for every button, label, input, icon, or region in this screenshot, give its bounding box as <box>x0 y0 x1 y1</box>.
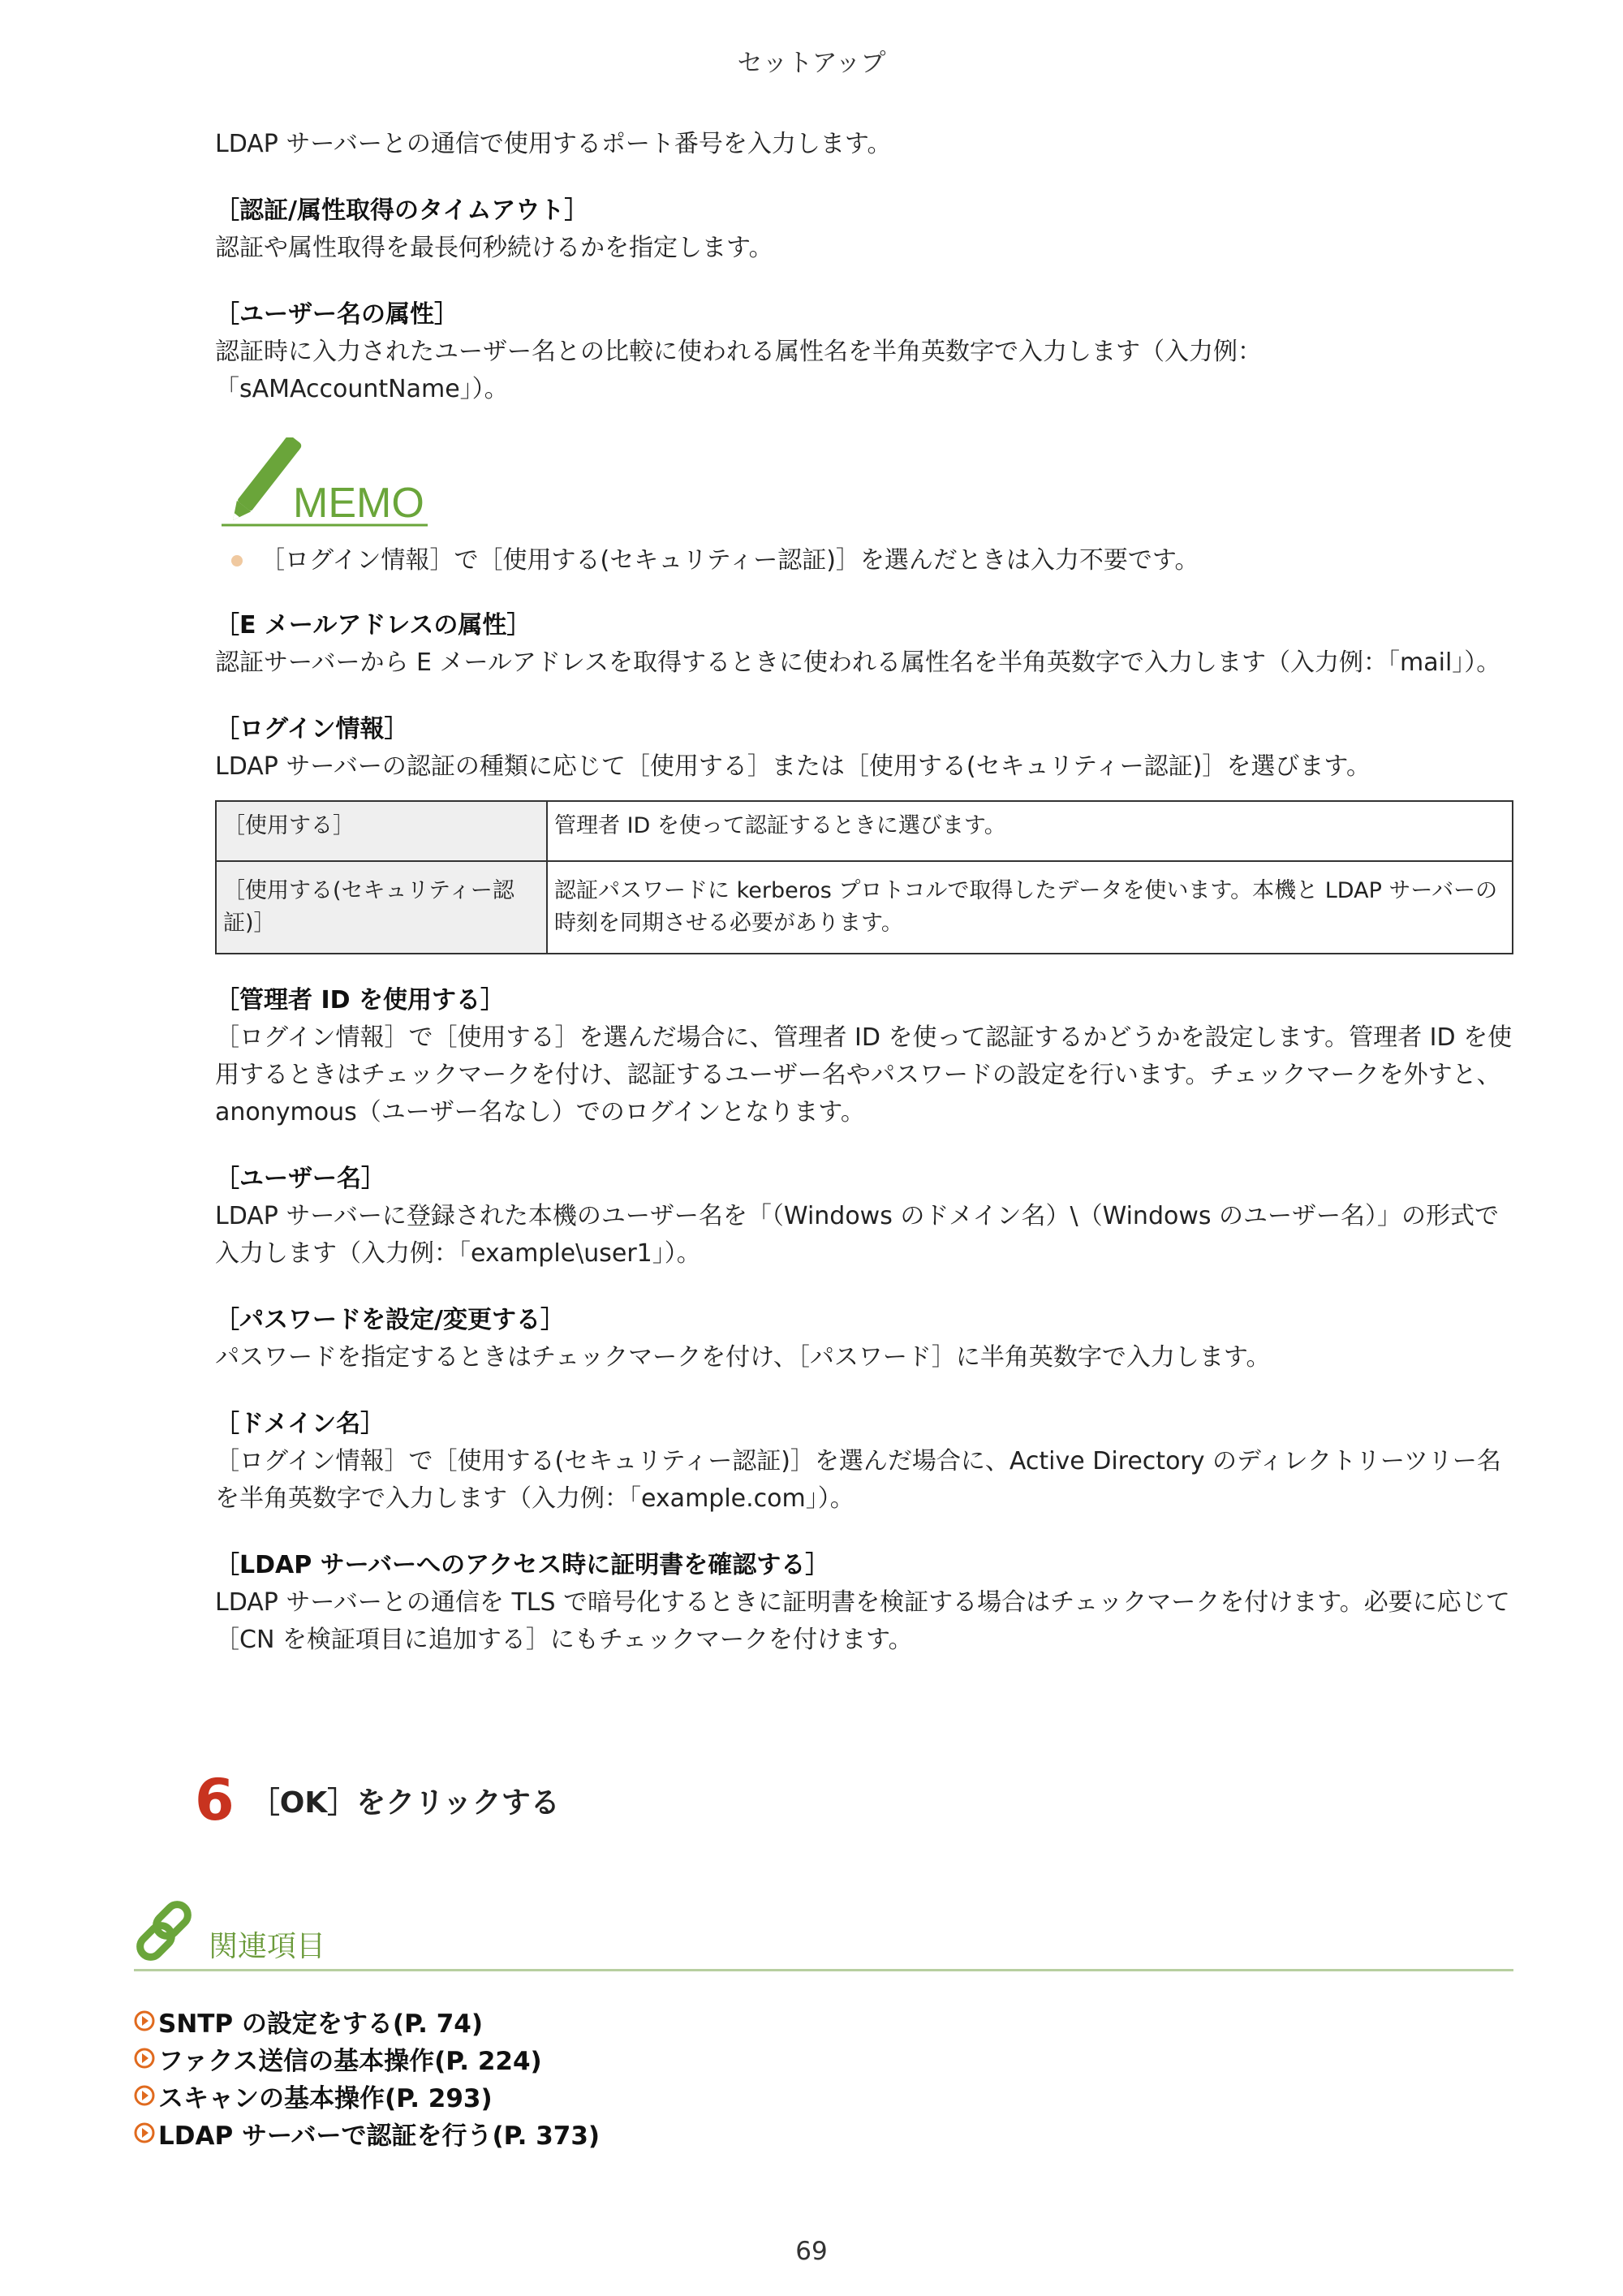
link-text[interactable]: SNTP の設定をする(P. 74) <box>158 2009 484 2039</box>
table-value-cell: 認証パスワードに kerberos プロトコルで取得したデータを使います。本機と LDAP サーバーの時刻を同期させる必要があります。 <box>547 861 1513 954</box>
memo-label: MEMO <box>293 480 424 527</box>
memo-pencil-icon <box>215 437 434 531</box>
related-link-ldap[interactable] <box>134 2114 1513 2152</box>
section-body: LDAP サーバーの認証の種類に応じて［使用する］または［使用する(セキュリティー認証)］を選びます。 <box>215 752 1371 781</box>
section-heading: ［ユーザー名］ <box>215 1165 385 1193</box>
section-body: LDAP サーバーに登録された本機のユーザー名を「（Windows のドメイン名）\（Windows のユーザー名）」の形式で入力します（入力例：「example\user1」）。 <box>215 1202 1500 1268</box>
related-link-scan[interactable] <box>134 2077 1513 2114</box>
section-body: 認証時に入力されたユーザー名との比較に使われる属性名を半角英数字で入力します（入力例：「sAMAccountName」）。 <box>215 338 1262 403</box>
section-body: ［ログイン情報］で［使用する(セキュリティー認証)］を選んだ場合に、Active Directory のディレクトリーツリー名を半角英数字で入力します（入力例：「example.com」）。 <box>215 1447 1501 1513</box>
section-heading: ［管理者 ID を使用する］ <box>215 986 505 1014</box>
memo-box <box>215 437 1513 579</box>
section-body: ［ログイン情報］で［使用する］を選んだ場合に、管理者 ID を使って認証するかどうかを設定します。管理者 ID を使用するときはチェックマークを付け、認証するユーザー名やパスワードの設定を行います。チェックマークを外すと、anonymous（ユーザー名なし）でのログインとなります。 <box>215 1023 1513 1126</box>
related-links <box>134 2002 1513 2152</box>
related-topics <box>134 1891 1513 2152</box>
table-row <box>216 801 1513 861</box>
section-heading: ［認証/属性取得のタイムアウト］ <box>215 196 589 225</box>
chain-link-icon <box>134 1896 204 1966</box>
table-row <box>216 861 1513 954</box>
memo-list <box>215 542 1513 579</box>
section-heading: ［E メールアドレスの属性］ <box>215 611 532 640</box>
related-link-fax[interactable] <box>134 2040 1513 2077</box>
related-link-sntp[interactable] <box>134 2002 1513 2040</box>
section-username-attribute <box>215 296 1513 408</box>
related-header <box>134 1891 1513 1971</box>
step-6 <box>195 1768 560 1833</box>
section-body: パスワードを指定するときはチェックマークを付け、［パスワード］に半角英数字で入力します。 <box>215 1343 1271 1372</box>
table-key-cell: ［使用する］ <box>216 801 547 861</box>
arrow-right-circle-icon <box>134 2085 155 2106</box>
main-content <box>215 126 1513 1688</box>
section-login-info <box>215 711 1513 954</box>
section-password <box>215 1302 1513 1376</box>
memo-item-text: ［ログイン情報］で［使用する(セキュリティー認証)］を選んだときは入力不要です。 <box>260 546 1199 575</box>
section-certificate-check <box>215 1547 1513 1659</box>
section-username <box>215 1161 1513 1273</box>
section-admin-id <box>215 982 1513 1131</box>
section-heading: ［ログイン情報］ <box>215 715 409 743</box>
arrow-right-circle-icon <box>134 2122 155 2143</box>
section-body: LDAP サーバーとの通信を TLS で暗号化するときに証明書を検証する場合はチェックマークを付けます。必要に応じて［CN を検証項目に追加する］にもチェックマークを付けます。 <box>215 1588 1510 1654</box>
arrow-right-circle-icon <box>134 2010 155 2031</box>
memo-item <box>215 542 1513 579</box>
table-key-cell: ［使用する(セキュリティー認証)］ <box>216 861 547 954</box>
section-heading: ［LDAP サーバーへのアクセス時に証明書を確認する］ <box>215 1551 830 1579</box>
link-text[interactable]: ファクス送信の基本操作(P. 224) <box>158 2046 542 2076</box>
port-description: LDAP サーバーとの通信で使用するポート番号を入力します。 <box>215 130 892 158</box>
related-title: 関連項目 <box>209 1930 326 1963</box>
step-text: ［OK］をクリックする <box>250 1786 560 1820</box>
link-text[interactable]: スキャンの基本操作(P. 293) <box>158 2083 493 2113</box>
arrow-right-circle-icon <box>134 2048 155 2069</box>
page-header: セットアップ <box>737 49 886 78</box>
section-heading: ［ドメイン名］ <box>215 1410 385 1438</box>
link-text[interactable]: LDAP サーバーで認証を行う(P. 373) <box>158 2121 601 2151</box>
section-body: 認証サーバーから E メールアドレスを取得するときに使われる属性名を半角英数字で入力します（入力例：「mail」）。 <box>215 648 1501 677</box>
section-email-attribute <box>215 607 1513 682</box>
page-number: 69 <box>795 2237 828 2266</box>
login-info-table <box>215 800 1513 954</box>
table-value-cell: 管理者 ID を使って認証するときに選びます。 <box>547 801 1513 861</box>
step-number: 6 <box>195 1767 235 1833</box>
section-heading: ［パスワードを設定/変更する］ <box>215 1306 565 1334</box>
section-domain-name <box>215 1406 1513 1518</box>
section-auth-timeout <box>215 192 1513 267</box>
bullet-dot-icon <box>231 555 243 566</box>
section-body: 認証や属性取得を最長何秒続けるかを指定します。 <box>215 234 773 262</box>
section-heading: ［ユーザー名の属性］ <box>215 300 458 329</box>
